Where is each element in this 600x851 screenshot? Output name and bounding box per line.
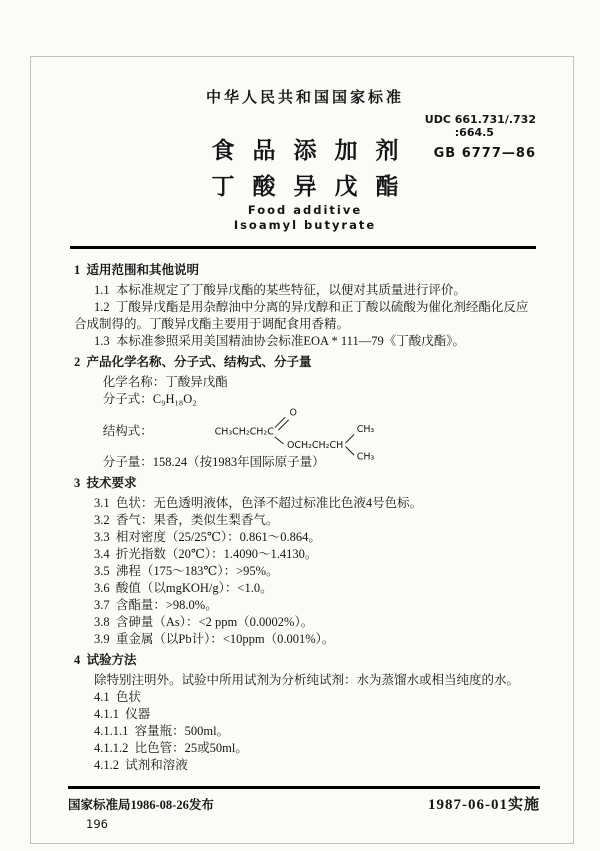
udc-line1: UDC 661.731/.732 [424,113,536,126]
molecular-weight-line: 分子量：158.24（按1983年国际原子量） [102,455,325,469]
clause-3-6: 3.6 酸值（以mgKOH/g）：<1.0。 [94,581,273,595]
title-en-line2: Isoamyl butyrate [233,218,377,232]
title-zh-line2: 丁酸异戊酯 [211,174,417,199]
clause-1-1: 1.1 本标准规定了丁酸异戊酯的某些特征，以便对其质量进行评价。 [94,283,466,297]
clause-4-1-2: 4.1.2 试剂和溶液 [94,758,188,772]
section-1-heading: 1 适用范围和其他说明 [74,263,200,277]
clause-4-1-1-1: 4.1.1.1 容量瓶：500ml。 [94,724,230,738]
standard-number: GB 6777—86 [433,146,536,161]
structure-methyl-bottom: CH₃ [356,451,375,462]
document-body [74,258,536,774]
structure-chain-left: CH₃CH₂CH₂C [214,426,274,438]
clause-3-8: 3.8 含砷量（As）：<2 ppm（0.0002%）。 [94,615,314,629]
clause-3-3: 3.3 相对密度（25/25℃）：0.861～0.864。 [94,530,321,544]
page-number: 196 [86,817,108,831]
clause-4-1: 4.1 色状 [94,690,141,704]
title-en-line1: Food additive [247,203,363,217]
clause-1-2: 1.2 丁酸异戊酯是用杂醇油中分离的异戊醇和正丁酸以硫酸为催化剂经酯化反应合成制得的。丁酸异戊酯主要用于调配食用香精。 [74,300,529,331]
issued-date: 国家标准局1986-08-26发布 [68,798,214,812]
chemical-name-line: 化学名称：丁酸异戊酯 [102,375,228,389]
clause-4-1-1-2: 4.1.1.2 比色管：25或50ml。 [94,741,248,755]
clause-1-3: 1.3 本标准参照采用美国精油协会标准EOA * 111—79《丁酸戊酯》。 [94,334,465,348]
clause-3-7: 3.7 含酯量：>98.0%。 [94,598,218,612]
clause-3-5: 3.5 沸程（175～183℃）：>95%。 [94,564,279,578]
section-4-heading: 4 试验方法 [74,653,137,667]
section-4-intro: 除特别注明外。试验中所用试剂为分析纯试剂：水为蒸馏水或相当纯度的水。 [94,673,520,687]
chemical-structure-diagram [209,400,414,462]
header-divider-rule [70,246,536,249]
clause-3-2: 3.2 香气：果香，类似生梨香气。 [94,513,279,527]
title-zh-line1: 食品添加剂 [211,138,417,163]
clause-3-9: 3.9 重金属（以Pb计）：<10ppm（0.001%）。 [94,632,335,646]
molecular-formula-line: 分子式：C₉H₁₈O₂ [102,392,197,406]
clause-3-1: 3.1 色状：无色透明液体，色泽不超过标准比色液4号色标。 [94,496,423,510]
standard-org-title: 中华人民共和国国家标准 [205,90,404,106]
section-2-heading: 2 产品化学名称、分子式、结构式、分子量 [74,355,312,369]
clause-4-1-1: 4.1.1 仪器 [94,707,151,721]
document-header [74,86,536,246]
udc-line2: :664.5 [454,126,494,139]
section-3-heading: 3 技术要求 [74,476,137,490]
structure-methyl-top: CH₃ [356,423,375,435]
structure-chain-right: OCH₂CH₂CH [286,440,343,452]
clause-3-4: 3.4 折光指数（20℃）：1.4090～1.4130。 [94,547,318,561]
structure-label: 结构式： [102,423,153,438]
implementation-date: 1987-06-01实施 [428,797,540,813]
document-footer [68,786,540,814]
structure-carbonyl-oxygen: O [289,407,297,419]
